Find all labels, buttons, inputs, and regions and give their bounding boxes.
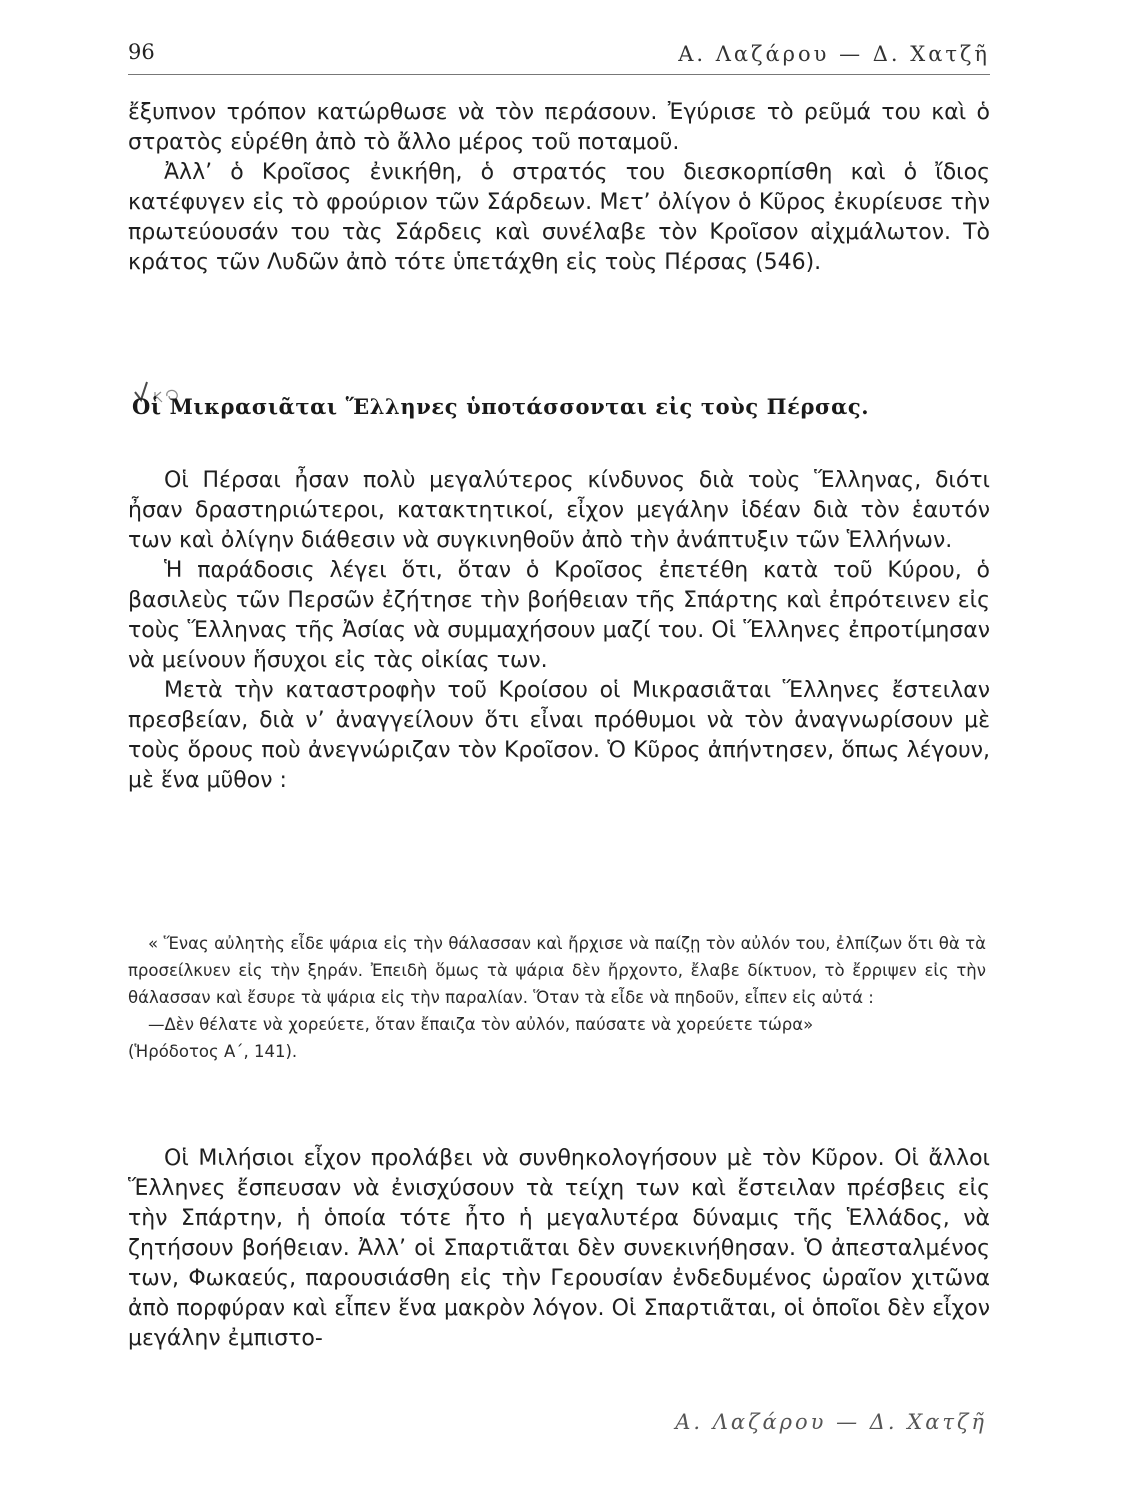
quote-fable-text: « Ἕνας αὐλητὴς εἶδε ψάρια εἰς τὴν θάλασσαν καὶ ἤρχισε νὰ παίζῃ τὸν αὐλόν του, ἐλπίζων ὅτι θὰ τὰ προσείλκυεν εἰς τὴν ξηράν. Ἐπειδὴ ὅμως τὰ ψάρια δὲν ἤρχοντο, ἔλαβε δίκτυον, τὸ ἔρριψεν εἰς τὴν θάλασσαν καὶ ἔσυρε τὰ ψάρια εἰς τὴν παραλίαν. Ὅταν τὰ εἶδε νὰ πηδοῦν, εἶπεν εἰς αὐτά : <box>128 934 986 1007</box>
page-number: 96 <box>128 40 155 64</box>
fable-quotation <box>128 930 986 1065</box>
page-header <box>128 40 990 75</box>
quote-citation: (Ἡρόδοτος Α΄, 141). <box>128 1042 298 1061</box>
section-heading: Οἱ Μικρασιᾶται Ἕλληνες ὑποτάσσονται εἰς τοὺς Πέρσας. <box>132 394 870 419</box>
quote-fable-moral: —Δὲν θέλατε νὰ χορεύετε, ὅταν ἔπαιζα τὸν αὐλόν, παύσατε νὰ χορεύετε τώρα» <box>148 1015 814 1034</box>
text-block-bottom <box>128 1144 990 1354</box>
paragraph-continuation: ἔξυπνον τρόπον κατώρθωσε νὰ τὸν περάσουν. Ἐγύρισε τὸ ρεῦμά του καὶ ὁ στρατὸς εὑρέθη ἀπὸ τὸ ἄλλο μέρος τοῦ ποταμοῦ. <box>128 100 990 155</box>
paragraph-tradition: Ἡ παράδοσις λέγει ὅτι, ὅταν ὁ Κροῖσος ἐπετέθη κατὰ τοῦ Κύρου, ὁ βασιλεὺς τῶν Περσῶν ἐζήτησε τὴν βοήθειαν τῆς Σπάρτης καὶ ἐπρότεινεν εἰς τοὺς Ἕλληνας τῆς Ἀσίας νὰ συμμαχήσουν μαζί του. Οἱ Ἕλληνες ἐπροτίμησαν νὰ μείνουν ἥσυχοι εἰς τὰς οἰκίας των. <box>128 558 990 673</box>
running-head: Α. Λαζάρου — Δ. Χατζῆ <box>678 42 990 66</box>
text-block-middle <box>128 466 990 796</box>
text-block-top <box>128 98 990 278</box>
paragraph-embassy: Μετὰ τὴν καταστροφὴν τοῦ Κροίσου οἱ Μικρασιᾶται Ἕλληνες ἔστειλαν πρεσβείαν, διὰ ν’ ἀναγγείλουν ὅτι εἶναι πρόθυμοι νὰ τὸν ἀναγνωρίσουν μὲ τοὺς ὅρους ποὺ ἀνεγνώριζαν τὸν Κροῖσον. Ὁ Κῦρος ἀπήντησεν, ὅπως λέγουν, μὲ ἕνα μῦθον : <box>128 678 990 793</box>
paragraph-persians-danger: Οἱ Πέρσαι ἦσαν πολὺ μεγαλύτερος κίνδυνος διὰ τοὺς Ἕλληνας, διότι ἦσαν δραστηριώτεροι, κατακτητικοί, εἶχον μεγάλην ἰδέαν διὰ τὸν ἑαυτόν των καὶ ὀλίγην διάθεσιν νὰ συγκινηθοῦν ἀπὸ τὴν ἀνάπτυξιν τῶν Ἑλλήνων. <box>128 468 990 553</box>
paragraph-croesus-defeat: Ἀλλ’ ὁ Κροῖσος ἐνικήθη, ὁ στρατός του διεσκορπίσθη καὶ ὁ ἴδιος κατέφυγεν εἰς τὸ φρούριον τῶν Σάρδεων. Μετ’ ὀλίγον ὁ Κῦρος ἐκυρίευσε τὴν πρωτεύουσάν του τὰς Σάρδεις καὶ συνέλαβε τὸν Κροῖσον αἰχμάλωτον. Τὸ κράτος τῶν Λυδῶν ἀπὸ τότε ὑπετάχθη εἰς τοὺς Πέρσας (546). <box>128 160 990 275</box>
footer-signature: Α. Λαζάρου — Δ. Χατζῆ <box>675 1410 987 1434</box>
paragraph-milesians: Οἱ Μιλήσιοι εἶχον προλάβει νὰ συνθηκολογήσουν μὲ τὸν Κῦρον. Οἱ ἄλλοι Ἕλληνες ἔσπευσαν νὰ ἐνισχύσουν τὰ τείχη των καὶ ἔστειλαν πρέσβεις εἰς τὴν Σπάρτην, ἡ ὁποία τότε ἦτο ἡ μεγαλυτέρα δύναμις τῆς Ἑλλάδος, νὰ ζητήσουν βοήθειαν. Ἀλλ’ οἱ Σπαρτιᾶται δὲν συνεκινήθησαν. Ὁ ἀπεσταλμένος των, Φωκαεύς, παρουσιάσθη εἰς τὴν Γερουσίαν ἐνδεδυμένος ὡραῖον χιτῶνα ἀπὸ πορφύραν καὶ εἶπεν ἕνα μακρὸν λόγον. Οἱ Σπαρτιᾶται, οἱ ὁποῖοι δὲν εἶχον μεγάλην ἐμπιστο- <box>128 1146 990 1351</box>
